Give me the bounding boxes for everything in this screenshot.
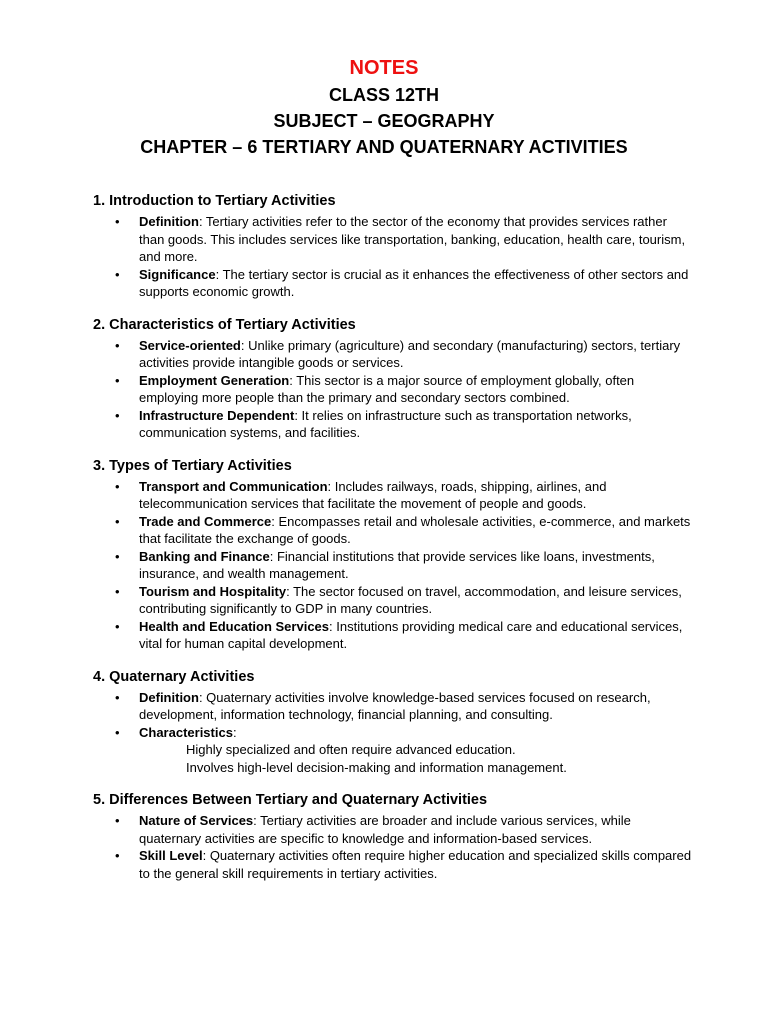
item-term: Banking and Finance	[139, 548, 270, 564]
bullet-list	[93, 478, 693, 653]
list-item	[93, 337, 693, 372]
item-term: Definition	[139, 214, 199, 229]
item-text: : Institutions providing medical care and educational services, vital for human capital development.	[139, 618, 683, 651]
list-item	[93, 513, 693, 548]
item-text: : Unlike primary (agriculture) and secondary (manufacturing) sectors, tertiary activities provide intangible goods or services.	[139, 337, 681, 370]
bullet-list	[93, 689, 693, 742]
section-characteristics	[93, 316, 693, 442]
section-title: 3. Types of Tertiary Activities	[93, 457, 292, 474]
document-header	[0, 0, 768, 160]
class-title: CLASS 12TH	[328, 85, 440, 105]
list-item	[93, 548, 693, 583]
document-content	[93, 192, 693, 897]
chapter-title: CHAPTER – 6 TERTIARY AND QUATERNARY ACTIVITIES	[140, 137, 628, 157]
bullet-icon: •	[115, 724, 120, 740]
item-text: : The tertiary sector is crucial as it enhances the effectiveness of other sectors and supports economic growth.	[139, 266, 689, 299]
list-item	[93, 689, 693, 724]
list-item	[93, 372, 693, 407]
item-text: : Quaternary activities involve knowledge-based services focused on research, development, information technology, financial planning, and consulting.	[139, 689, 651, 722]
bullet-icon: •	[115, 583, 120, 599]
list-item	[93, 847, 693, 882]
bullet-icon: •	[115, 813, 120, 828]
subject-title: SUBJECT – GEOGRAPHY	[273, 111, 495, 131]
bullet-icon: •	[115, 372, 120, 388]
bullet-icon: •	[115, 337, 120, 353]
item-text: : This sector is a major source of employment globally, often employing more people than the primary and secondary sectors combined.	[139, 372, 635, 405]
item-term: Skill Level	[139, 848, 203, 863]
item-term: Tourism and Hospitality	[139, 583, 287, 599]
item-text: : Encompasses retail and wholesale activities, e-commerce, and markets that facilitate the exchange of goods.	[139, 513, 691, 546]
sub-item: Highly specialized and often require advanced education.	[186, 742, 516, 757]
section-title: 4. Quaternary Activities	[93, 668, 255, 685]
bullet-list	[93, 213, 693, 301]
list-item	[93, 724, 693, 742]
item-term: Significance	[139, 266, 216, 282]
section-title: 2. Characteristics of Tertiary Activities	[93, 316, 356, 333]
item-text: : It relies on infrastructure such as transportation networks, communication systems, and facilities.	[139, 407, 632, 440]
item-term: Nature of Services	[139, 813, 254, 828]
list-item	[93, 618, 693, 653]
item-text: : Financial institutions that provide services like loans, investments, insurance, and wealth management.	[139, 548, 655, 581]
item-text: :	[232, 724, 237, 740]
section-title: 1. Introduction to Tertiary Activities	[93, 193, 336, 209]
bullet-icon: •	[115, 689, 120, 705]
item-term: Definition	[139, 689, 199, 705]
item-text: : Tertiary activities are broader and include various services, while quaternary activities are specific to knowledge and information-based services.	[139, 813, 631, 846]
list-item	[93, 266, 693, 301]
item-term: Trade and Commerce	[139, 513, 272, 529]
bullet-list	[93, 812, 693, 882]
bullet-icon: •	[115, 266, 120, 282]
section-title: 5. Differences Between Tertiary and Quaternary Activities	[93, 792, 488, 808]
item-text: : Quaternary activities often require higher education and specialized skills compared to the general skill requirements in tertiary activities.	[139, 848, 692, 881]
item-term: Health and Education Services	[139, 618, 330, 634]
bullet-icon: •	[115, 548, 120, 564]
item-text: : The sector focused on travel, accommodation, and leisure services, contributing significantly to GDP in many countries.	[139, 583, 682, 616]
bullet-list	[93, 337, 693, 442]
list-item	[93, 583, 693, 618]
list-item	[93, 213, 693, 266]
item-text: : Tertiary activities refer to the sector of the economy that provides services rather than goods. This includes services like transportation, banking, education, health care, tourism, and more.	[139, 214, 686, 264]
item-term: Characteristics	[139, 724, 233, 740]
list-item	[93, 478, 693, 513]
sub-item: Involves high-level decision-making and information management.	[186, 759, 567, 775]
item-term: Transport and Communication	[139, 478, 328, 494]
item-term: Infrastructure Dependent	[139, 407, 295, 423]
list-item	[93, 407, 693, 442]
section-differences	[93, 791, 693, 882]
section-intro	[93, 192, 693, 301]
item-term: Service-oriented	[139, 337, 241, 353]
notes-title: NOTES	[349, 57, 419, 79]
bullet-icon: •	[115, 407, 120, 423]
list-item	[93, 812, 693, 847]
bullet-icon: •	[115, 214, 120, 229]
item-text: : Includes railways, roads, shipping, airlines, and telecommunication services that facilitate the movement of people and goods.	[139, 478, 607, 511]
bullet-icon: •	[115, 513, 120, 529]
bullet-icon: •	[115, 478, 120, 494]
bullet-icon: •	[115, 618, 120, 634]
bullet-icon: •	[115, 848, 120, 863]
section-types	[93, 457, 693, 653]
section-quaternary	[93, 668, 693, 777]
item-term: Employment Generation	[139, 372, 290, 388]
